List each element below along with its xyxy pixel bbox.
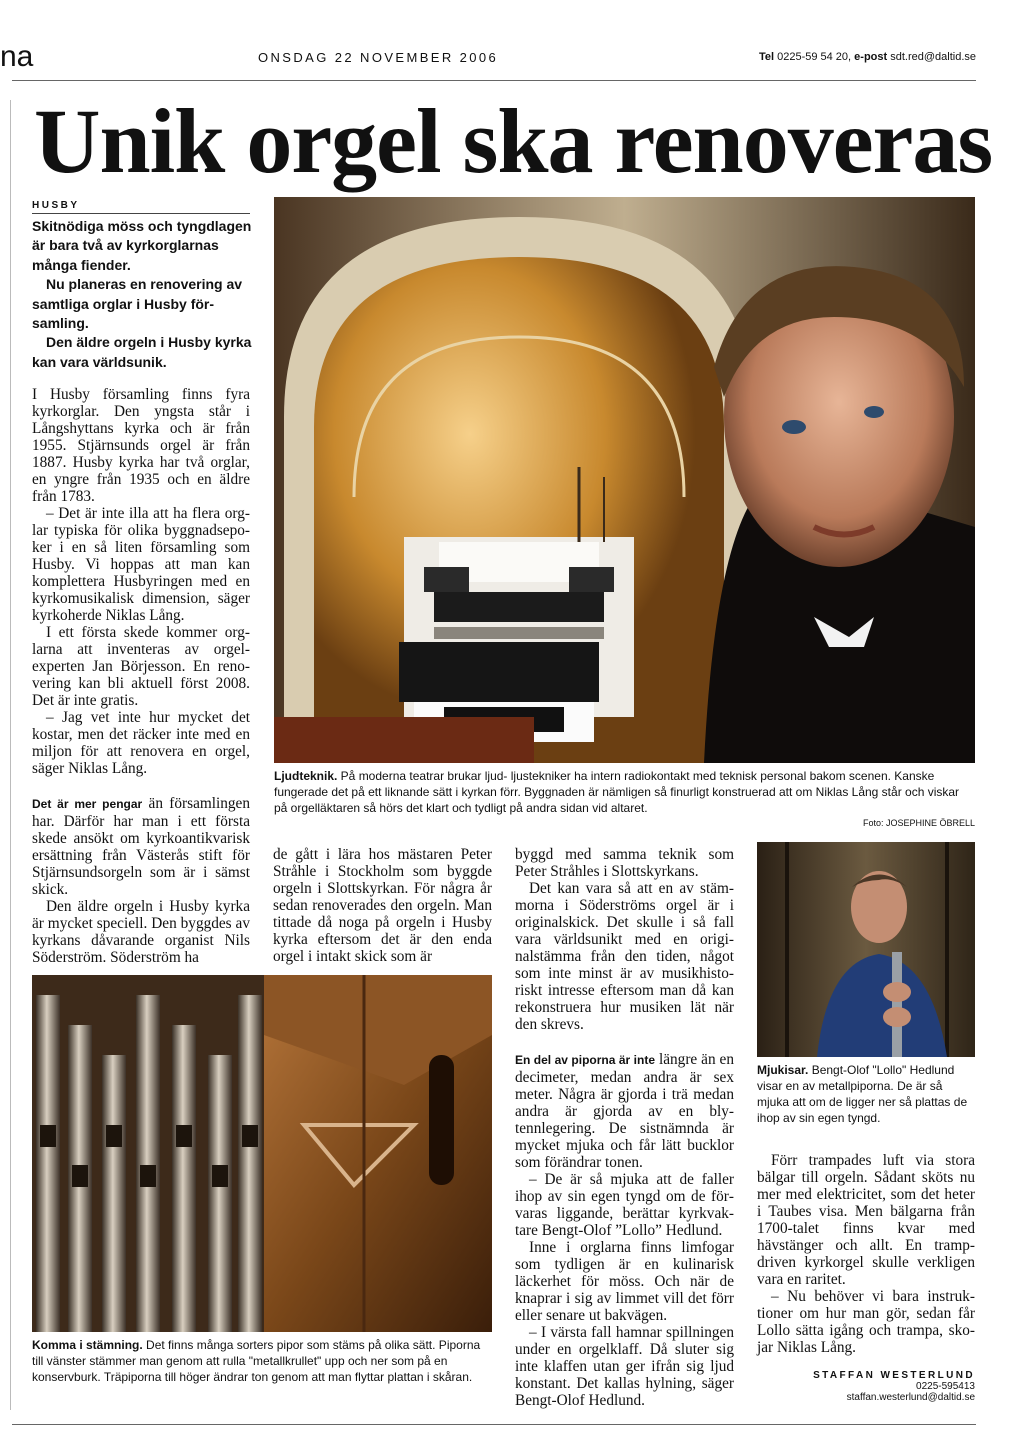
top-rule	[12, 80, 976, 81]
left-rule	[10, 100, 11, 1410]
pipe-mouth	[212, 1165, 228, 1187]
contact-email: sdt.red@daltid.se	[890, 51, 976, 63]
paragraph-text: än församlingen har. Därför har man i ett första skede ansökt om kyrkoantikvarisk ersättning från Västerås stift för Stjärnsundsorgeln som är i sämst skick.	[32, 795, 250, 898]
pipe-mouth	[72, 1165, 88, 1187]
main-photo-caption	[274, 768, 975, 816]
kicker: HUSBY	[32, 200, 80, 211]
contact-tel-label: Tel	[758, 51, 775, 63]
organ-pipe	[102, 1055, 126, 1332]
paragraph-lead-in: Det är mer pengar	[32, 797, 143, 811]
headline: Unik orgel ska renoveras	[34, 90, 993, 192]
body-paragraph: Inne i orglarna finns limfogar som tydligen är en kulinarisk läckerhet för möss. Och när de knaprar i sig av limmet vill det förr eller senare ut bakvägen.	[515, 1239, 734, 1324]
body-paragraph: – Jag vet inte hur mycket det kostar, men det räcker inte med en miljon för att renovera en orgel, säger Niklas Lång.	[32, 709, 250, 777]
contact-tel: 0225-59 54 20,	[777, 51, 852, 63]
organ-pipe	[172, 1025, 196, 1332]
byline-name: STAFFAN WESTERLUND	[813, 1370, 975, 1381]
pipe-mouth	[176, 1125, 192, 1147]
photo-credit: Foto: JOSEPHINE ÖBRELL	[862, 818, 975, 828]
kicker-rule	[32, 213, 250, 214]
body-column-1	[32, 386, 250, 777]
body-paragraph: I Husby församling finns fyra kyrkorglar. Den yngsta står i Långshyttans kyrka och är från 1955. Stjärnsunds orgel är från 1887. Husby kyrka har två orglar, en yngre från 1935 och en äldre från 1783.	[32, 386, 250, 505]
byline-phone: 0225-595413	[916, 1381, 975, 1392]
intro	[32, 217, 252, 372]
portrait-photo-churchwarden	[757, 842, 975, 1057]
pipe-mouth	[40, 1125, 56, 1147]
bottom-rule	[12, 1424, 976, 1425]
body-paragraph: Förr trampades luft via stora bälgar till orgeln. Sådant sköts nu mer med elektricitet, som det heter i Taubes visa. Men bälgarna från 1700-talet finns kvar med hävstänger och allt. En trampdriven kyrkorgel skulle verkligen vara en raritet.	[757, 1152, 975, 1288]
wooden-pipes-photo	[264, 975, 492, 1332]
byline-email: staffan.westerlund@daltid.se	[846, 1392, 975, 1403]
pipe-mouth	[106, 1125, 122, 1147]
body-paragraph: I ett första skede kommer orglarna att inventeras av orgelexperten Jan Börjesson. En renovering kan bli aktuell först 2008. Det är inte gratis.	[32, 624, 250, 709]
body-column-3b	[515, 1051, 734, 1409]
body-column-4	[757, 1152, 975, 1356]
body-paragraph: – I värsta fall hamnar spillningen under en orgelklaff. Då sluter sig inte klaffen utan ger ifrån sig ljud konstant. Det kallas hylning, säger Bengt-Olof Hedlund.	[515, 1324, 734, 1409]
organ-pipe	[208, 1055, 232, 1332]
caption-text: Det finns många sorters pipor som stäms på olika sätt. Piporna till vänster stämmer man genom att rulla "metallkrullet" upp och ner som på en konservburk. Träpiporna till höger ändrar ton genom att man flyttar plattan i skåran.	[32, 1338, 481, 1384]
byline	[813, 1370, 975, 1403]
intro-paragraph: Nu planeras en renovering av samtliga orglar i Husby församling.	[32, 276, 243, 332]
body-column-2	[273, 846, 492, 965]
caption-text: Bengt-Olof "Lollo" Hedlund visar en av metallpiporna. De är så mjuka att om de ligger ner så plattas de ihop av sin egen tyngd.	[757, 1063, 968, 1125]
caption-text: På moderna teatrar brukar ljud- ljustekniker ha intern radiokontakt med teknisk personal bakom scenen. Kanske fungerade det på ett liknande sätt i kyrkan förr. Byggnaden är nämligen så finurligt konstruerad att om Niklas Lång står och viskar på orgelläktaren så hörs det klart och tydligt på andra sidan vid altaret.	[274, 769, 960, 815]
body-paragraph: – Nu behöver vi bara instruktioner om hur man gör, sedan får Lollo sätta igång och trampa, skojar Niklas Lång.	[757, 1288, 975, 1356]
body-paragraph: – Det är inte illa att ha flera orglar typiska för olika byggnadsepoker i en så liten församling som Husby. Vi hoppas att man kan komplettera Husbyringen med en kyrkomusikalisk dimension, säger kyrkoherde Niklas Lång.	[32, 505, 250, 624]
organ-pipe	[36, 995, 60, 1332]
intro-paragraph: Skitnödiga möss och tyngdlagen är bara två av kyrkorglarnas många fiender.	[32, 218, 252, 273]
pipes-caption	[32, 1337, 492, 1385]
pipe-mouth	[242, 1125, 258, 1147]
organ-pipe	[136, 995, 160, 1332]
contact-line	[759, 51, 976, 63]
dateline: ONSDAG 22 NOVEMBER 2006	[258, 50, 499, 65]
portrait-caption	[757, 1062, 975, 1126]
body-paragraph	[515, 1051, 734, 1171]
body-paragraph: byggd med samma teknik som Peter Stråhles i Slottskyrkans.	[515, 846, 734, 880]
body-paragraph: Den äldre orgeln i Husby kyrka är mycket speciell. Den byggdes av kyrkans dåvarande organist Nils Söderström. Söderström ha	[32, 898, 250, 966]
paragraph-text: längre än en decimeter, medan andra är sex meter. Några är gjorda i trä medan andra är gjorda av en blytennlegering. De sistnämnda är mycket mjuka och får lätt bucklor som förändrar tonen.	[515, 1051, 734, 1171]
paragraph-lead-in: En del av piporna är inte	[515, 1053, 656, 1067]
body-paragraph: Det kan vara så att en av stämmorna i Söderströms orgel är i originalskick. Det skulle i så fall vara världsunikt med en originalstämma från den tiden, något som inte minst är av musikhistoriskt intresse eftersom man då kan rekonstruera hur musiken lät när den skrevs.	[515, 880, 734, 1033]
caption-lead-in: Mjukisar.	[757, 1063, 809, 1077]
caption-lead-in: Komma i stämning.	[32, 1338, 143, 1352]
metal-pipes-photo	[32, 975, 264, 1332]
main-photo-organ-and-priest	[274, 197, 975, 763]
contact-email-label: e-post	[854, 51, 888, 63]
section-tag: na	[0, 40, 34, 73]
pipe-mouth	[140, 1165, 156, 1187]
body-paragraph: de gått i lära hos mästaren Peter Stråhle i Stockholm som byggde orgeln i Slottskyrkan. För några år sedan renoverades den orgeln. Man tittade då noga på orgeln i Husby kyrka eftersom det är den enda orgel i intakt skick som är	[273, 846, 492, 965]
intro-paragraph: Den äldre orgeln i Husby kyrka kan vara världsunik.	[32, 334, 252, 370]
body-paragraph: – De är så mjuka att de faller ihop av sin egen tyngd om de förvaras liggande, berättar kyrkvaktare Bengt-Olof ”Lollo” Hedlund.	[515, 1171, 734, 1239]
organ-pipe	[238, 995, 262, 1332]
body-column-3	[515, 846, 734, 1033]
caption-lead-in: Ljudteknik.	[274, 769, 338, 783]
body-paragraph	[32, 795, 250, 898]
body-column-1b	[32, 795, 250, 966]
